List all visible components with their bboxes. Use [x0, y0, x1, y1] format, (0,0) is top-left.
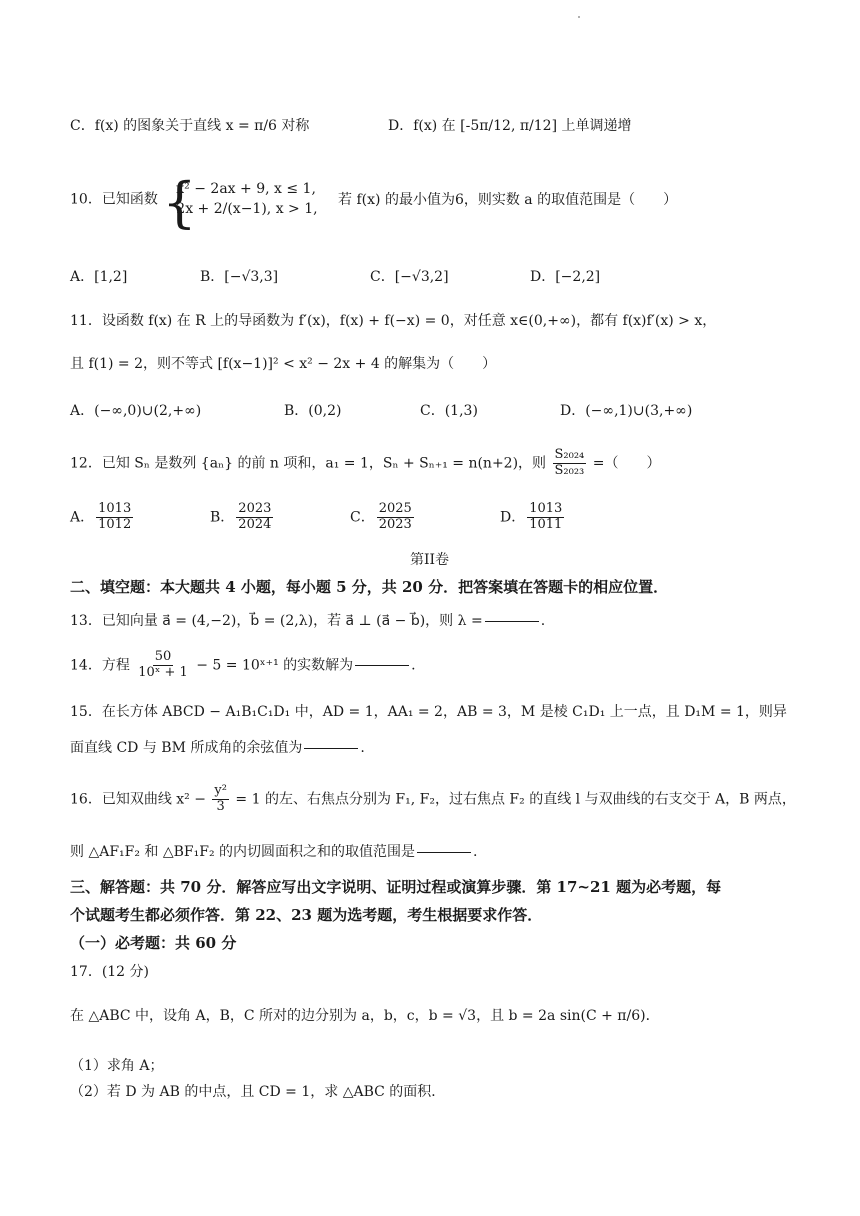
- part1-heading: （一）必考题：共 60 分: [70, 934, 237, 952]
- q16-line2: 则 △AF₁F₂ 和 △BF₁F₂ 的内切圆面积之和的取值范围是 .: [70, 844, 478, 860]
- q15-line2: 面直线 CD 与 BM 所成角的余弦值为 .: [70, 740, 365, 756]
- q17-stem: 在 △ABC 中，设角 A，B，C 所对的边分别为 a，b，c，b = √3，且 b = 2a sin(C + π/6)．: [70, 1008, 660, 1024]
- q11-option-a: A．(−∞,0)∪(2,+∞): [70, 403, 202, 419]
- scan-dot: [578, 16, 580, 18]
- q11-line1: 11．设函数 f(x) 在 R 上的导函数为 f′(x)，f(x) + f(−x) = 0，对任意 x∈(0,+∞)，都有 f(x)f′(x) > x，: [70, 313, 717, 329]
- q14-fraction: $\frac{50}{\text{10ˣ + 1}}$: [138, 649, 188, 680]
- q10-option-d: D．[−2,2]: [530, 269, 601, 285]
- q11-option-d: D．(−∞,1)∪(3,+∞): [560, 403, 693, 419]
- q10-options: [70, 266, 630, 286]
- q12-option-b: B． $\frac{2023}{2024}$: [210, 501, 272, 532]
- q17-part1: （1）求角 A；: [70, 1058, 164, 1074]
- q13: 13．已知向量 a⃗ = (4,−2)，b⃗ = (2,λ)，若 a⃗ ⊥ (a⃗ − b⃗)，则 λ = .: [70, 613, 546, 629]
- q11-option-b: B．(0,2): [284, 403, 342, 419]
- q16-line1: 16．已知双曲线 x² − $\frac{\text{y²}}{3}$ = 1 的左、右焦点分别为 F₁, F₂，过右焦点 F₂ 的直线 l 与双曲线的右支交于 A，B 两点，: [70, 783, 796, 814]
- answer-blank: [304, 748, 358, 749]
- q12-options: [70, 502, 600, 533]
- q12-option-c: C． $\frac{2025}{2023}$: [350, 501, 412, 532]
- answer-blank: [417, 852, 471, 853]
- q12-stem: 12．已知 Sₙ 是数列 {aₙ} 的前 n 项和，a₁ = 1，Sₙ + Sₙ₊₁ = n(n+2)，则 $\frac{\text{S₂₀₂₄}}{\text{S₂₀₂₃}}$ =（ ）: [70, 447, 661, 478]
- q10-option-b: B．[−√3,3]: [200, 269, 279, 285]
- q11-option-c: C．(1,3): [420, 403, 478, 419]
- q11-line2: 且 f(1) = 2，则不等式 [f(x−1)]² < x² − 2x + 4 的解集为（ ）: [70, 356, 497, 372]
- answer-blank: [355, 665, 409, 666]
- q14: 14．方程 $\frac{50}{\text{10ˣ + 1}}$ − 5 = 10ˣ⁺¹ 的实数解为 .: [70, 649, 416, 680]
- q9-option-d: D．f(x) 在 [-5π/12, π/12] 上单调递增: [388, 118, 632, 134]
- q16-fraction: $\frac{\text{y²}}{3}$: [214, 783, 227, 814]
- q11-options: [70, 400, 760, 420]
- section3-heading-line2: 个试题考生都必须作答．第 22、23 题为选考题，考生根据要求作答．: [70, 906, 543, 924]
- q12-ratio: $\frac{\text{S₂₀₂₄}}{\text{S₂₀₂₃}}$: [554, 447, 585, 478]
- q17-part2: （2）若 D 为 AB 的中点，且 CD = 1，求 △ABC 的面积．: [70, 1084, 446, 1100]
- section3-heading-line1: 三、解答题：共 70 分．解答应写出文字说明、证明过程或演算步骤．第 17~21 题为必考题，每: [70, 878, 722, 896]
- piecewise-function: { x² − 2ax + 9, x ≤ 1, 2x + 2/(x−1), x > 1,: [162, 171, 318, 234]
- q12-option-d: D． $\frac{1013}{1011}$: [500, 501, 563, 532]
- q9-option-c: C．f(x) 的图象关于直线 x = π/6 对称: [70, 118, 310, 134]
- q10-option-a: A．[1,2]: [70, 269, 128, 285]
- volume-title: 第II卷: [410, 552, 450, 568]
- q17-head: 17．(12 分): [70, 964, 150, 980]
- answer-blank: [485, 621, 539, 622]
- q10-option-c: C．[−√3,2]: [370, 269, 449, 285]
- q15-line1: 15．在长方体 ABCD − A₁B₁C₁D₁ 中，AD = 1，AA₁ = 2，AB = 3，M 是棱 C₁D₁ 上一点，且 D₁M = 1，则异: [70, 704, 787, 720]
- q12-option-a: A． $\frac{1013}{1012}$: [70, 501, 132, 532]
- section2-heading: 二、填空题：本大题共 4 小题，每小题 5 分，共 20 分．把答案填在答题卡的相应位置．: [70, 578, 669, 596]
- q10-stem: 10．已知函数 { x² − 2ax + 9, x ≤ 1, 2x + 2/(x−1), x > 1, 若 f(x) 的最小值为6，则实数 a 的取值范围是（ ）: [70, 171, 678, 234]
